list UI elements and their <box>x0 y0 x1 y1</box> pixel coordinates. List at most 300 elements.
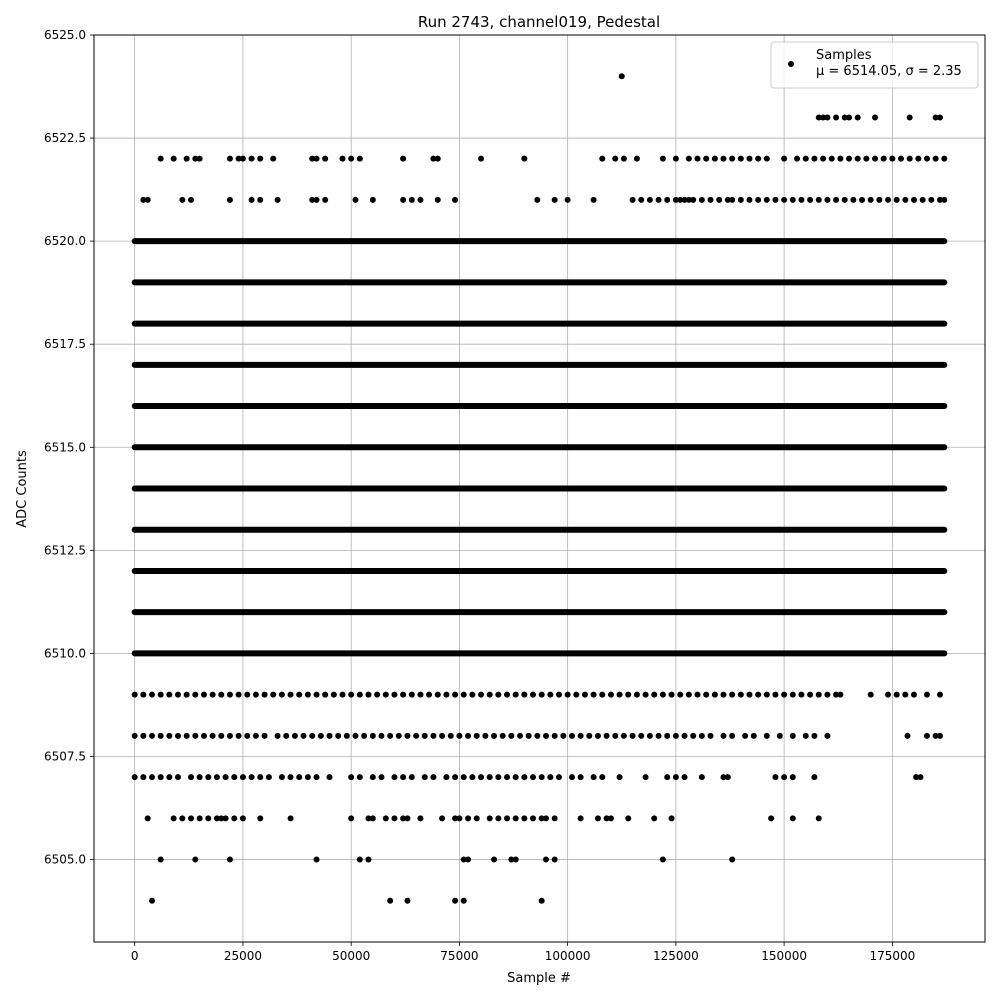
data-point <box>266 774 272 780</box>
data-point <box>192 733 198 739</box>
data-point <box>863 156 869 162</box>
data-point <box>279 692 285 698</box>
data-point <box>746 156 752 162</box>
data-point <box>357 857 363 863</box>
data-point <box>348 692 354 698</box>
data-point <box>699 733 705 739</box>
data-point <box>682 733 688 739</box>
data-point <box>335 733 341 739</box>
data-point <box>149 733 155 739</box>
data-point <box>907 114 913 120</box>
data-point <box>357 156 363 162</box>
data-point <box>240 774 246 780</box>
data-point <box>249 774 255 780</box>
data-point <box>357 774 363 780</box>
data-point <box>560 733 566 739</box>
data-point <box>781 774 787 780</box>
data-point <box>643 774 649 780</box>
data-point <box>755 197 761 203</box>
data-point <box>695 156 701 162</box>
data-point <box>716 197 722 203</box>
data-point <box>526 733 532 739</box>
y-tick-label: 6507.5 <box>44 749 86 764</box>
data-point <box>941 156 947 162</box>
data-point <box>465 857 471 863</box>
data-point <box>937 114 943 120</box>
data-point <box>746 197 752 203</box>
data-point <box>669 692 675 698</box>
data-point <box>807 197 813 203</box>
data-point <box>184 733 190 739</box>
data-point <box>725 774 731 780</box>
data-point <box>521 815 527 821</box>
data-point <box>504 774 510 780</box>
data-point <box>811 733 817 739</box>
data-point <box>430 733 436 739</box>
data-point <box>625 692 631 698</box>
data-point <box>396 733 402 739</box>
x-axis-label: Sample # <box>507 971 571 986</box>
data-point <box>816 197 822 203</box>
data-point <box>924 733 930 739</box>
data-point <box>565 197 571 203</box>
data-point <box>933 156 939 162</box>
data-point <box>443 774 449 780</box>
data-point <box>651 692 657 698</box>
data-point <box>404 815 410 821</box>
data-point <box>461 692 467 698</box>
data-point <box>530 815 536 821</box>
data-point <box>920 197 926 203</box>
data-point <box>409 774 415 780</box>
data-point <box>798 197 804 203</box>
data-point <box>314 774 320 780</box>
data-point <box>539 692 545 698</box>
data-point <box>656 197 662 203</box>
data-point <box>902 692 908 698</box>
legend <box>771 42 978 88</box>
data-point <box>158 857 164 863</box>
data-point <box>340 692 346 698</box>
data-point <box>917 774 923 780</box>
data-point <box>210 733 216 739</box>
data-point <box>331 692 337 698</box>
data-point <box>937 692 943 698</box>
data-point <box>301 733 307 739</box>
x-tick-label: 75000 <box>440 949 479 963</box>
data-point <box>924 156 930 162</box>
data-point <box>846 156 852 162</box>
data-point <box>513 774 519 780</box>
data-point <box>305 774 311 780</box>
y-tick-label: 6520.0 <box>44 234 86 249</box>
data-point <box>378 733 384 739</box>
data-point <box>270 156 276 162</box>
data-point <box>452 197 458 203</box>
x-tick-label: 150000 <box>761 949 808 963</box>
data-point <box>768 815 774 821</box>
data-point <box>456 815 462 821</box>
data-point <box>495 692 501 698</box>
data-point <box>513 692 519 698</box>
data-point <box>322 156 328 162</box>
data-point <box>370 733 376 739</box>
data-point <box>894 197 900 203</box>
data-point <box>547 774 553 780</box>
data-point <box>647 197 653 203</box>
data-point <box>452 692 458 698</box>
data-point <box>664 774 670 780</box>
data-point <box>777 733 783 739</box>
data-point <box>270 692 276 698</box>
data-point <box>599 692 605 698</box>
data-point <box>417 197 423 203</box>
data-point <box>660 156 666 162</box>
data-point <box>370 815 376 821</box>
data-point <box>404 733 410 739</box>
data-point <box>166 692 172 698</box>
data-point <box>340 156 346 162</box>
data-point <box>721 692 727 698</box>
data-point <box>634 156 640 162</box>
data-point <box>132 692 138 698</box>
y-tick-label: 6522.5 <box>44 131 86 146</box>
data-point <box>690 197 696 203</box>
data-point <box>456 733 462 739</box>
data-point <box>534 733 540 739</box>
data-point <box>556 692 562 698</box>
data-point <box>798 692 804 698</box>
data-point <box>521 156 527 162</box>
data-point <box>621 733 627 739</box>
data-point <box>764 197 770 203</box>
data-point <box>729 197 735 203</box>
data-point <box>664 197 670 203</box>
data-point <box>651 815 657 821</box>
data-point <box>305 692 311 698</box>
data-point <box>400 774 406 780</box>
data-point <box>664 733 670 739</box>
data-point <box>478 692 484 698</box>
data-point <box>188 774 194 780</box>
data-point <box>201 733 207 739</box>
data-point <box>365 692 371 698</box>
data-point <box>721 156 727 162</box>
data-point <box>781 692 787 698</box>
data-point <box>495 774 501 780</box>
data-point <box>283 733 289 739</box>
data-point <box>833 114 839 120</box>
data-point <box>314 156 320 162</box>
data-point <box>915 156 921 162</box>
data-point <box>647 733 653 739</box>
data-point <box>721 733 727 739</box>
data-point <box>175 774 181 780</box>
data-point <box>521 774 527 780</box>
data-point <box>638 197 644 203</box>
data-point <box>924 692 930 698</box>
data-point <box>288 774 294 780</box>
data-point <box>482 733 488 739</box>
data-point <box>288 692 294 698</box>
data-point <box>755 692 761 698</box>
data-point <box>227 156 233 162</box>
data-point <box>686 692 692 698</box>
data-point <box>790 815 796 821</box>
data-point <box>530 774 536 780</box>
data-point <box>669 815 675 821</box>
data-point <box>539 898 545 904</box>
data-point <box>608 692 614 698</box>
data-point <box>824 114 830 120</box>
data-point <box>461 774 467 780</box>
data-point <box>422 774 428 780</box>
data-point <box>231 774 237 780</box>
data-point <box>868 197 874 203</box>
data-point <box>911 197 917 203</box>
data-point <box>599 156 605 162</box>
data-point <box>712 692 718 698</box>
data-point <box>227 692 233 698</box>
data-point <box>941 197 947 203</box>
data-point <box>686 156 692 162</box>
data-point <box>192 692 198 698</box>
data-point <box>149 898 155 904</box>
data-point <box>586 733 592 739</box>
data-point <box>885 197 891 203</box>
data-point <box>673 733 679 739</box>
data-point <box>296 774 302 780</box>
data-point <box>422 733 428 739</box>
data-point <box>850 197 856 203</box>
data-point <box>361 733 367 739</box>
data-point <box>171 815 177 821</box>
data-point <box>279 774 285 780</box>
data-point <box>764 156 770 162</box>
data-point <box>318 733 324 739</box>
data-point <box>898 156 904 162</box>
data-point <box>227 733 233 739</box>
data-point <box>192 857 198 863</box>
data-point <box>738 197 744 203</box>
data-point <box>491 733 497 739</box>
data-point <box>474 815 480 821</box>
data-point <box>673 774 679 780</box>
x-tick-label: 175000 <box>869 949 916 963</box>
data-point <box>257 156 263 162</box>
data-point <box>905 733 911 739</box>
data-point <box>275 733 281 739</box>
data-point <box>608 815 614 821</box>
data-point <box>928 197 934 203</box>
data-point <box>387 733 393 739</box>
data-point <box>370 774 376 780</box>
data-point <box>599 774 605 780</box>
data-point <box>876 197 882 203</box>
data-point <box>253 733 259 739</box>
data-point <box>790 774 796 780</box>
data-point <box>158 692 164 698</box>
y-tick-label: 6512.5 <box>44 543 86 558</box>
data-point <box>855 156 861 162</box>
data-point <box>708 733 714 739</box>
data-point <box>790 692 796 698</box>
data-point <box>578 733 584 739</box>
data-point <box>197 774 203 780</box>
data-point <box>365 857 371 863</box>
data-point <box>197 156 203 162</box>
data-point <box>859 197 865 203</box>
data-point <box>673 156 679 162</box>
data-point <box>729 156 735 162</box>
data-point <box>772 197 778 203</box>
data-point <box>552 197 558 203</box>
data-point <box>257 815 263 821</box>
data-point <box>478 156 484 162</box>
data-point <box>846 114 852 120</box>
data-point <box>578 815 584 821</box>
data-point <box>811 774 817 780</box>
data-point <box>158 733 164 739</box>
data-point <box>738 156 744 162</box>
data-point <box>210 692 216 698</box>
data-point <box>197 815 203 821</box>
data-point <box>595 815 601 821</box>
data-point <box>452 898 458 904</box>
data-point <box>383 692 389 698</box>
data-point <box>755 156 761 162</box>
data-point <box>751 733 757 739</box>
data-point <box>781 197 787 203</box>
x-tick-label: 0 <box>130 949 139 963</box>
data-point <box>591 774 597 780</box>
data-point <box>619 73 625 79</box>
data-point <box>582 692 588 698</box>
data-point <box>937 733 943 739</box>
data-point <box>184 692 190 698</box>
data-point <box>690 733 696 739</box>
data-point <box>184 156 190 162</box>
data-point <box>677 692 683 698</box>
data-point <box>842 197 848 203</box>
data-point <box>643 692 649 698</box>
data-point <box>508 733 514 739</box>
data-point <box>746 692 752 698</box>
data-point <box>487 774 493 780</box>
data-point <box>383 815 389 821</box>
data-point <box>443 692 449 698</box>
data-point <box>223 815 229 821</box>
x-tick-label: 25000 <box>223 949 263 963</box>
data-point <box>772 692 778 698</box>
data-point <box>370 197 376 203</box>
data-point <box>257 774 263 780</box>
data-point <box>132 733 138 739</box>
data-point <box>855 114 861 120</box>
data-point <box>227 197 233 203</box>
data-point <box>543 733 549 739</box>
data-point <box>803 733 809 739</box>
data-point <box>837 156 843 162</box>
y-tick-label: 6517.5 <box>44 337 86 352</box>
data-point <box>348 774 354 780</box>
data-point <box>231 815 237 821</box>
data-point <box>262 692 268 698</box>
data-point <box>166 774 172 780</box>
x-tick-label: 100000 <box>544 949 591 963</box>
data-point <box>500 733 506 739</box>
data-point <box>409 197 415 203</box>
data-point <box>249 197 255 203</box>
data-point <box>591 197 597 203</box>
data-point <box>448 733 454 739</box>
y-axis-label: ADC Counts <box>15 450 30 528</box>
data-point <box>309 733 315 739</box>
data-point <box>872 114 878 120</box>
data-point <box>552 733 558 739</box>
data-point <box>244 692 250 698</box>
data-point <box>413 733 419 739</box>
data-point <box>552 857 558 863</box>
data-point <box>630 733 636 739</box>
data-point <box>811 156 817 162</box>
data-point <box>439 733 445 739</box>
data-point <box>742 733 748 739</box>
data-point <box>314 857 320 863</box>
data-point <box>244 733 250 739</box>
data-point <box>824 733 830 739</box>
data-point <box>573 692 579 698</box>
data-point <box>829 156 835 162</box>
data-point <box>240 156 246 162</box>
data-point <box>140 774 146 780</box>
data-point <box>530 692 536 698</box>
data-point <box>478 774 484 780</box>
data-point <box>348 815 354 821</box>
data-point <box>236 733 242 739</box>
y-tick-label: 6515.0 <box>44 440 86 455</box>
data-point <box>426 692 432 698</box>
legend-marker <box>788 61 794 67</box>
data-point <box>504 815 510 821</box>
data-point <box>889 156 895 162</box>
data-point <box>833 197 839 203</box>
data-point <box>140 692 146 698</box>
data-point <box>695 692 701 698</box>
data-point <box>417 692 423 698</box>
data-point <box>344 733 350 739</box>
data-point <box>409 692 415 698</box>
data-point <box>513 815 519 821</box>
data-point <box>807 692 813 698</box>
data-point <box>660 692 666 698</box>
data-point <box>374 692 380 698</box>
data-point <box>158 774 164 780</box>
data-point <box>348 156 354 162</box>
data-point <box>391 774 397 780</box>
data-point <box>487 692 493 698</box>
x-tick-label: 125000 <box>652 949 699 963</box>
data-point <box>513 857 519 863</box>
data-point <box>772 774 778 780</box>
data-point <box>837 692 843 698</box>
data-point <box>175 733 181 739</box>
data-point <box>166 733 172 739</box>
y-tick-label: 6510.0 <box>44 646 86 661</box>
data-point <box>630 197 636 203</box>
data-point <box>708 197 714 203</box>
data-point <box>872 156 878 162</box>
